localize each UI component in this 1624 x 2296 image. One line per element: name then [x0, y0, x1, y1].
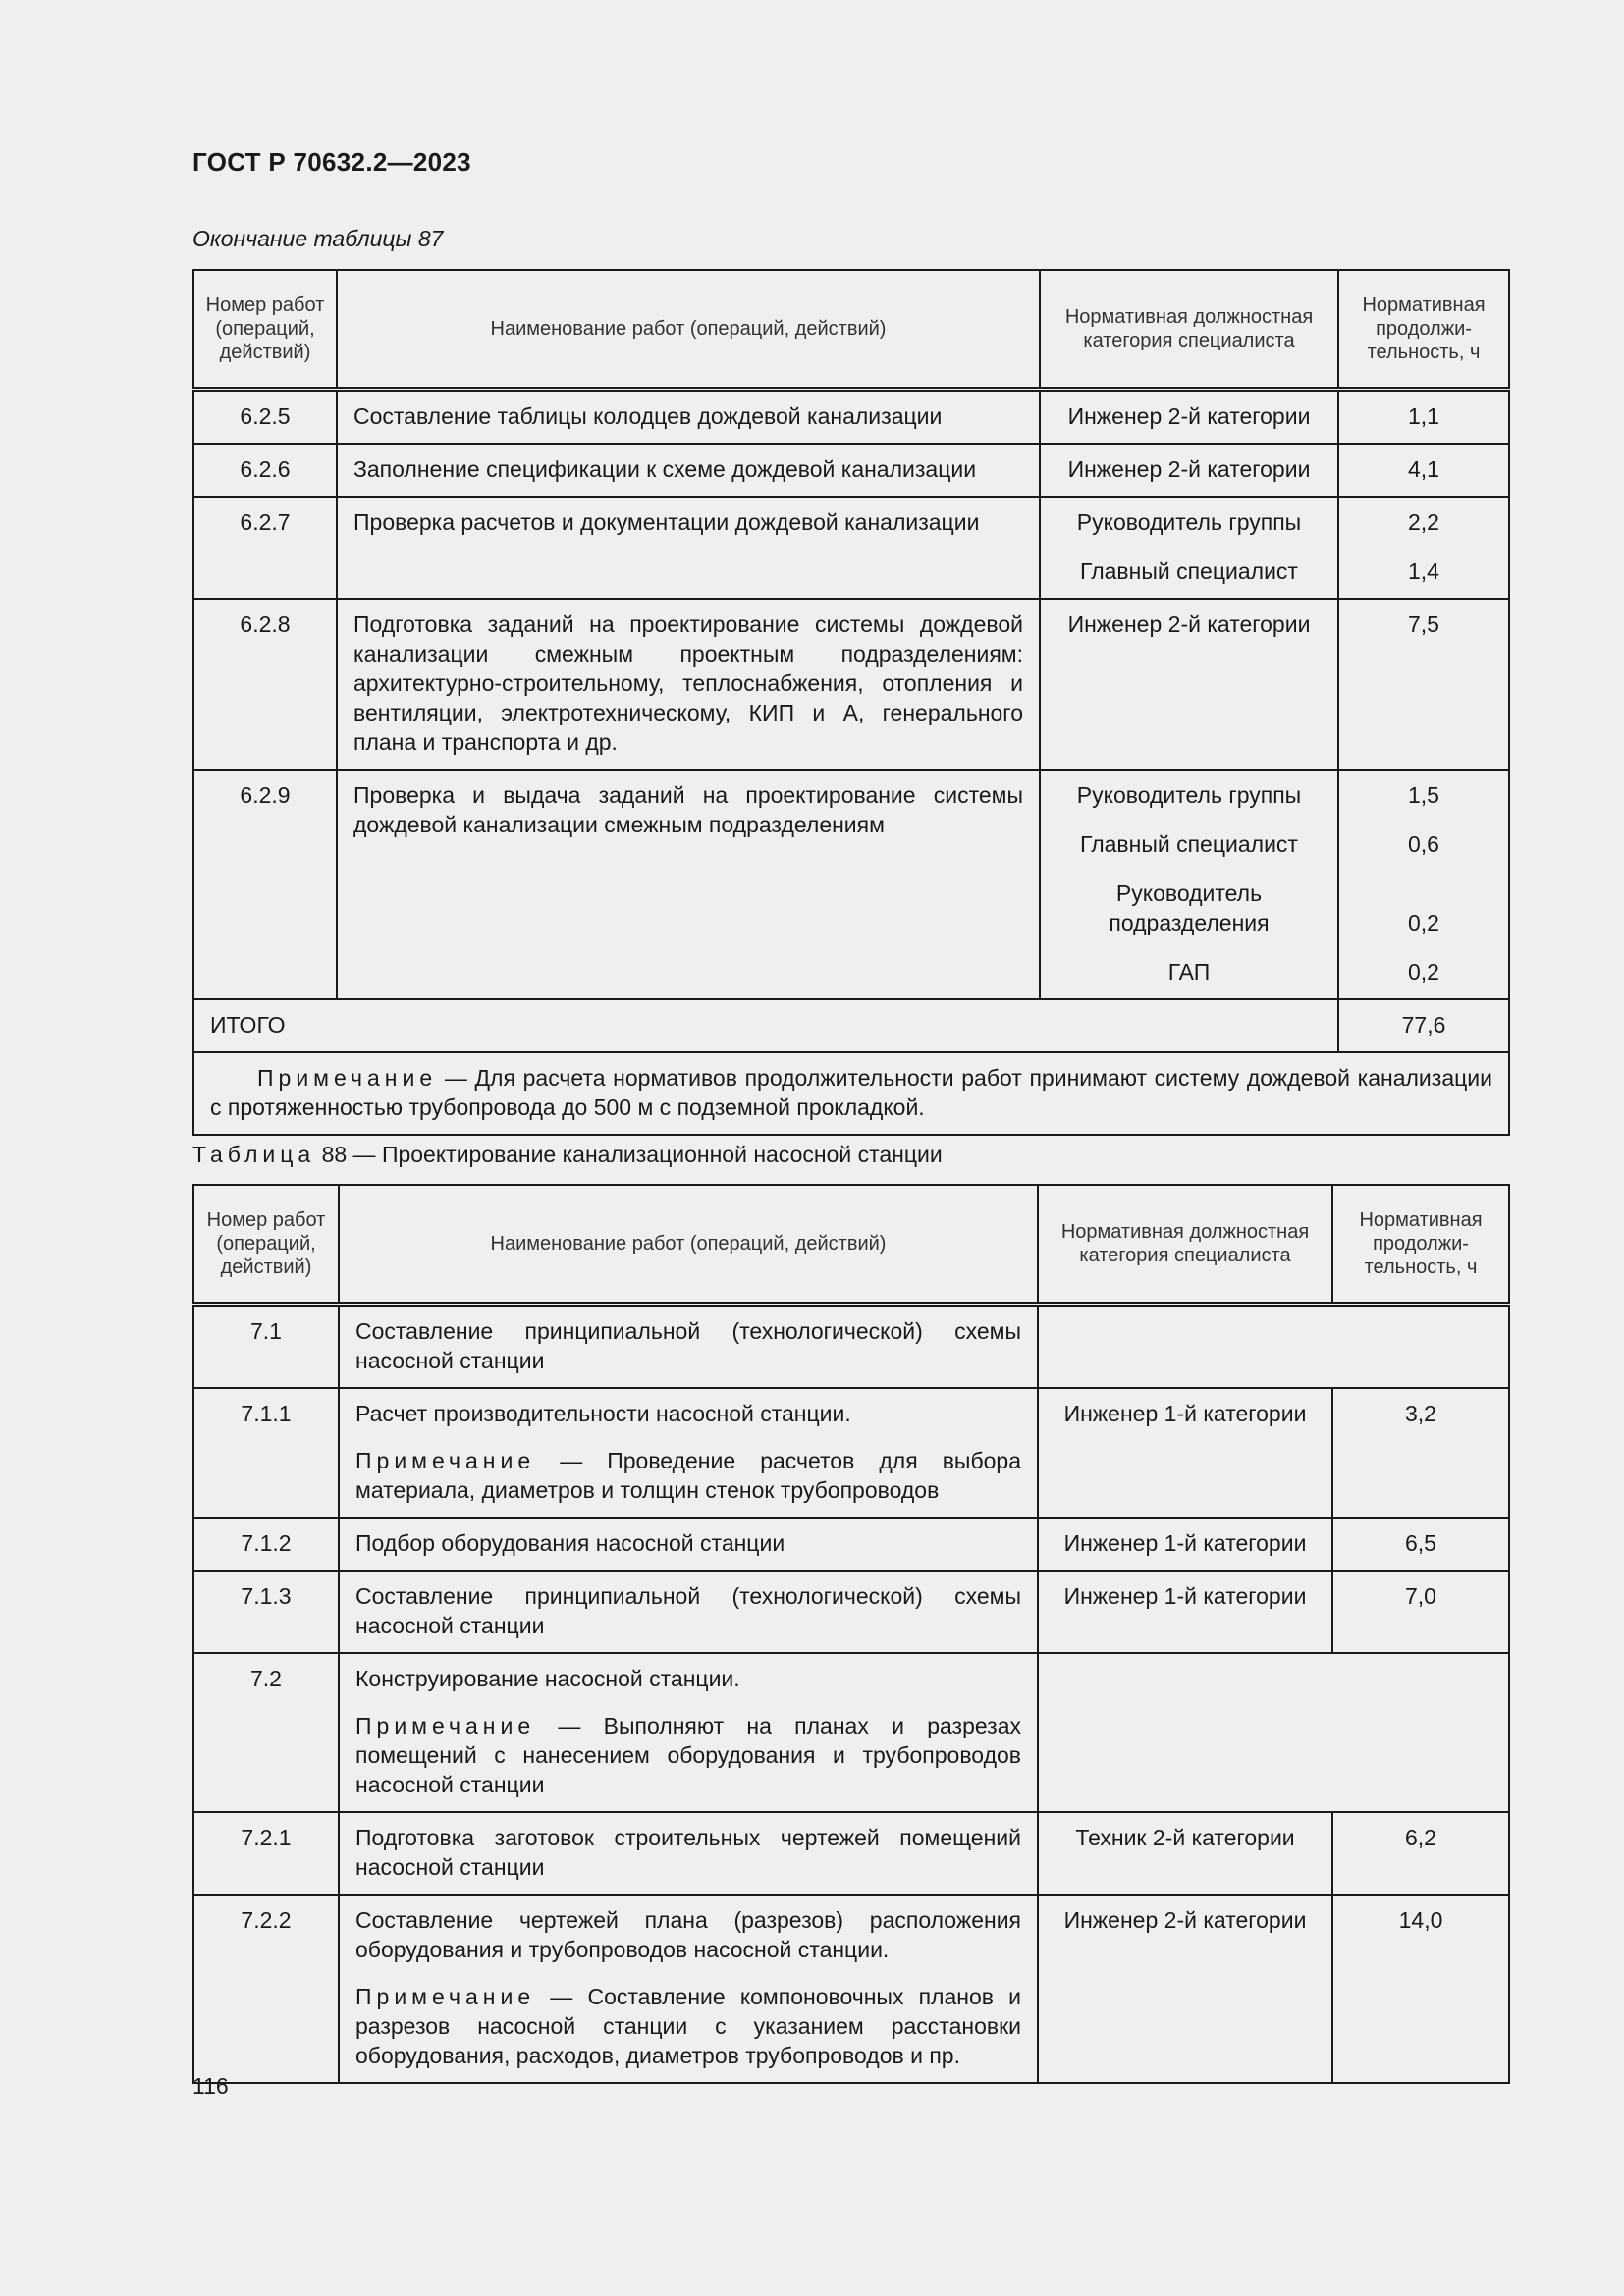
- row-duration: [1338, 444, 1509, 497]
- row-name-text: Составление принципиальной (технологической) схемы насосной станции: [355, 1318, 1021, 1373]
- note-text: — Для расчета нормативов продолжительности работ принимают систему дождевой канализации с протяженностью трубопровода до 500 м с подземной прокладкой.: [210, 1065, 1492, 1120]
- row-name-text: Расчет производительности насосной станции.: [355, 1401, 851, 1426]
- row-number: 7.2.2: [193, 1895, 339, 2083]
- row-number: 6.2.8: [193, 599, 337, 770]
- table-87: [192, 269, 1510, 1136]
- duration-entry: 1,5: [1408, 782, 1439, 808]
- col-header-num: Номер работ (операций, действий): [193, 1185, 339, 1305]
- row-specialist: Инженер 1-й категории: [1038, 1571, 1332, 1653]
- total-value: 77,6: [1338, 999, 1509, 1052]
- row-specialist: [1040, 497, 1338, 599]
- row-empty-span: [1038, 1653, 1509, 1812]
- note-text: — Выполняют на планах и разрезах помещений с нанесением оборудования и трубопроводов насосной станции: [355, 1713, 1021, 1797]
- duration-entry: 0,2: [1408, 959, 1439, 985]
- row-name: [339, 1653, 1038, 1812]
- document-header: ГОСТ Р 70632.2—2023: [192, 147, 471, 177]
- table-row: [193, 1812, 1509, 1895]
- row-specialist: [1040, 599, 1338, 770]
- row-number: 7.2.1: [193, 1812, 339, 1895]
- col-header-dur: Нормативная продолжи-тельность, ч: [1332, 1185, 1509, 1305]
- row-name: [339, 1305, 1038, 1389]
- row-name: Проверка и выдача заданий на проектирование системы дождевой канализации смежным подразделениям: [337, 770, 1040, 999]
- row-name: [339, 1812, 1038, 1895]
- row-name: Подготовка заданий на проектирование системы дождевой канализации смежным проектным подразделениям: архитектурно-строительному, теплоснабжения, отопления и вентиляции, электротехническому, КИП и А, генерального плана и транспорта и др.: [337, 599, 1040, 770]
- table-row: [193, 444, 1509, 497]
- note-label: Примечание: [355, 1713, 536, 1738]
- table-88-caption-label: Таблица: [192, 1142, 316, 1167]
- row-number: 6.2.9: [193, 770, 337, 999]
- col-header-dur: Нормативная продолжи-тельность, ч: [1338, 270, 1509, 390]
- note-label: Примечание: [355, 1984, 536, 2009]
- page-number: 116: [192, 2073, 229, 2099]
- row-name: [339, 1571, 1038, 1653]
- table-88-caption: [192, 1142, 943, 1168]
- row-name: Составление таблицы колодцев дождевой канализации: [337, 390, 1040, 445]
- row-name: Проверка расчетов и документации дождевой канализации: [337, 497, 1040, 599]
- table-row: [193, 497, 1509, 599]
- row-specialist: [1040, 390, 1338, 445]
- table-row: [193, 1571, 1509, 1653]
- duration-entry: 0,6: [1408, 831, 1439, 857]
- row-duration: [1338, 770, 1509, 999]
- table-row: [193, 1653, 1509, 1812]
- total-row: [193, 999, 1509, 1052]
- row-specialist: [1040, 770, 1338, 999]
- row-name: [339, 1388, 1038, 1518]
- col-header-spec: Нормативная должностная категория специалиста: [1038, 1185, 1332, 1305]
- specialist-entry: Инженер 2-й категории: [1067, 403, 1311, 429]
- duration-entry: 2,2: [1408, 509, 1439, 535]
- row-specialist: [1040, 444, 1338, 497]
- row-specialist: Инженер 2-й категории: [1038, 1895, 1332, 2083]
- note-text: — Составление компоновочных планов и разрезов насосной станции с указанием расстановки оборудования, расходов, диаметров трубопроводов и пр.: [355, 1984, 1021, 2068]
- row-duration: [1338, 497, 1509, 599]
- duration-entry: 4,1: [1408, 456, 1439, 482]
- row-number: 6.2.5: [193, 390, 337, 445]
- table-header-row: [193, 1185, 1509, 1305]
- table-87-continuation-caption: Окончание таблицы 87: [192, 226, 444, 251]
- row-name-text: Подготовка заготовок строительных чертежей помещений насосной станции: [355, 1825, 1021, 1880]
- col-header-name: Наименование работ (операций, действий): [339, 1185, 1038, 1305]
- row-name-text: Конструирование насосной станции.: [355, 1666, 740, 1691]
- duration-entry: 7,5: [1408, 612, 1439, 637]
- row-duration: 3,2: [1332, 1388, 1509, 1518]
- row-duration: 6,5: [1332, 1518, 1509, 1571]
- specialist-entry: Инженер 2-й категории: [1067, 456, 1311, 482]
- row-note: [355, 1446, 1021, 1505]
- row-duration: 14,0: [1332, 1895, 1509, 2083]
- table-row: [193, 1388, 1509, 1518]
- col-header-spec: Нормативная должностная категория специалиста: [1040, 270, 1338, 390]
- row-specialist: Инженер 1-й категории: [1038, 1388, 1332, 1518]
- table-row: [193, 1518, 1509, 1571]
- row-note: [355, 1982, 1021, 2070]
- note-text: — Проведение расчетов для выбора материала, диаметров и толщин стенок трубопроводов: [355, 1448, 1021, 1503]
- row-name: [339, 1895, 1038, 2083]
- specialist-entry: Руководитель подразделения: [1109, 881, 1270, 935]
- row-duration: 7,0: [1332, 1571, 1509, 1653]
- note-label: Примечание: [355, 1448, 536, 1473]
- table-row: [193, 770, 1509, 999]
- specialist-entry: Главный специалист: [1080, 831, 1298, 857]
- duration-entry: 0,2: [1408, 910, 1439, 935]
- specialist-entry: Главный специалист: [1080, 559, 1298, 584]
- row-number: 7.1.2: [193, 1518, 339, 1571]
- row-number: 7.1: [193, 1305, 339, 1389]
- row-number: 7.1.3: [193, 1571, 339, 1653]
- specialist-entry: Руководитель группы: [1076, 782, 1302, 808]
- row-duration: 6,2: [1332, 1812, 1509, 1895]
- row-number: 6.2.7: [193, 497, 337, 599]
- col-header-num: Номер работ (операций, действий): [193, 270, 337, 390]
- col-header-name: Наименование работ (операций, действий): [337, 270, 1040, 390]
- table-88: [192, 1184, 1510, 2084]
- table-88-caption-text: 88 — Проектирование канализационной насосной станции: [321, 1142, 943, 1167]
- row-specialist: Техник 2-й категории: [1038, 1812, 1332, 1895]
- row-duration: [1338, 599, 1509, 770]
- row-number: 7.2: [193, 1653, 339, 1812]
- duration-entry: 1,1: [1408, 403, 1439, 429]
- row-name-text: Составление чертежей плана (разрезов) расположения оборудования и трубопроводов насосной станции.: [355, 1907, 1021, 1962]
- row-name-text: Подбор оборудования насосной станции: [355, 1530, 785, 1556]
- table-header-row: [193, 270, 1509, 390]
- row-empty-span: [1038, 1305, 1509, 1389]
- specialist-entry: Руководитель группы: [1076, 509, 1302, 535]
- row-name: [339, 1518, 1038, 1571]
- note-label: Примечание: [257, 1065, 438, 1091]
- row-name-text: Составление принципиальной (технологической) схемы насосной станции: [355, 1583, 1021, 1638]
- table-row: [193, 1895, 1509, 2083]
- table-row: [193, 599, 1509, 770]
- table-87-note: [193, 1052, 1509, 1135]
- row-duration: [1338, 390, 1509, 445]
- duration-entry: 1,4: [1408, 559, 1439, 584]
- total-label: ИТОГО: [193, 999, 1338, 1052]
- row-note: [355, 1711, 1021, 1799]
- row-number: 6.2.6: [193, 444, 337, 497]
- table-row: [193, 390, 1509, 445]
- row-name: Заполнение спецификации к схеме дождевой канализации: [337, 444, 1040, 497]
- specialist-entry: ГАП: [1167, 959, 1211, 985]
- row-specialist: Инженер 1-й категории: [1038, 1518, 1332, 1571]
- note-row: [193, 1052, 1509, 1135]
- specialist-entry: Инженер 2-й категории: [1067, 612, 1311, 637]
- table-row: [193, 1305, 1509, 1389]
- row-number: 7.1.1: [193, 1388, 339, 1518]
